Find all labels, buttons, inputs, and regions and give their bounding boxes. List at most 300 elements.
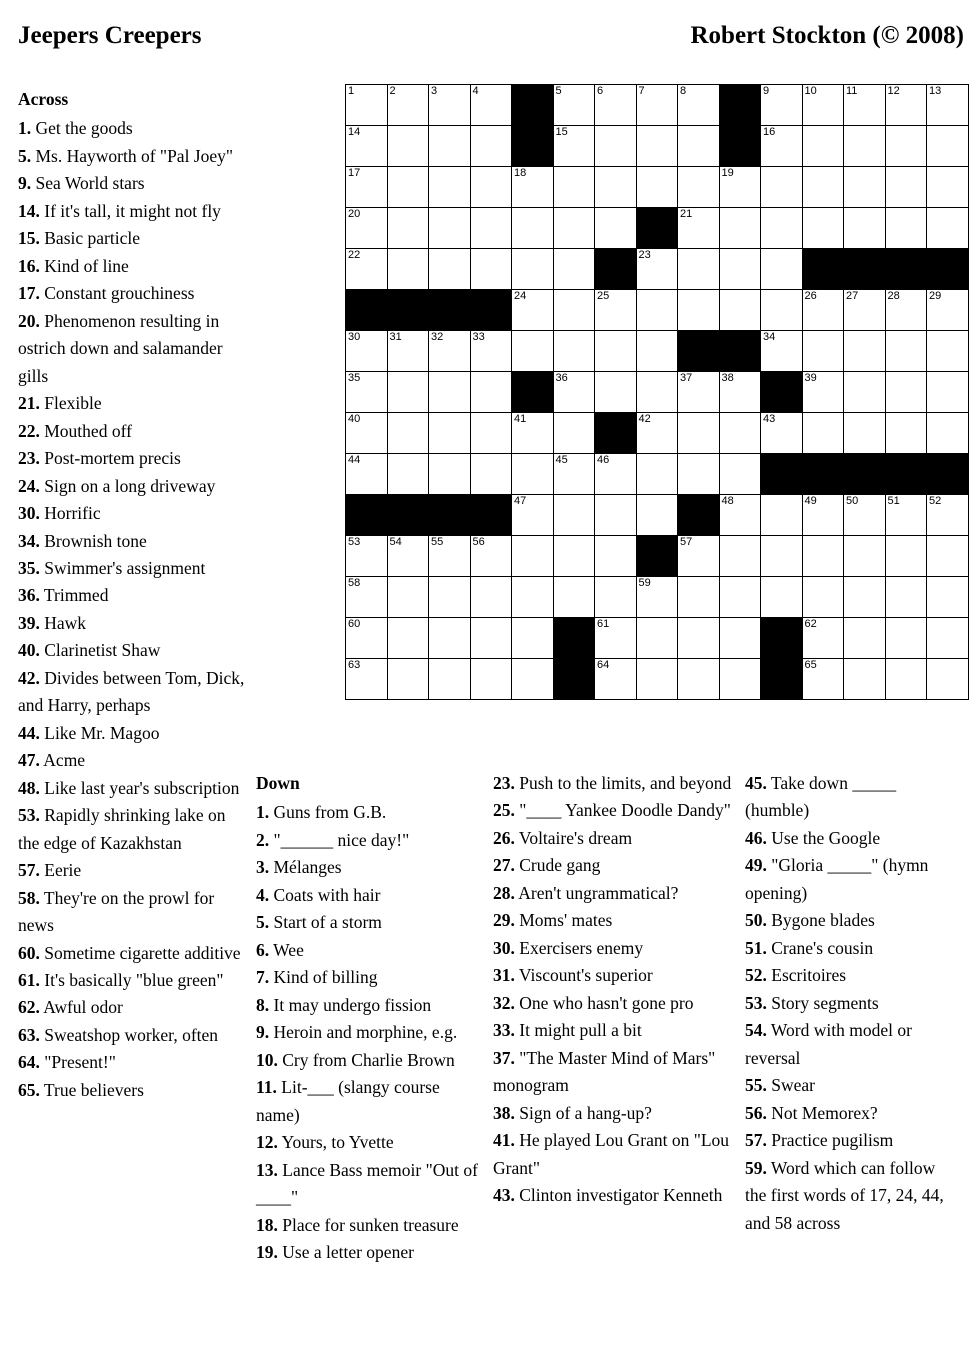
grid-cell[interactable]: [802, 208, 844, 249]
grid-cell[interactable]: [927, 659, 969, 700]
grid-cell[interactable]: [719, 618, 761, 659]
grid-cell[interactable]: [802, 167, 844, 208]
clue-text: Heroin and morphine, e.g.: [269, 1022, 458, 1043]
grid-cell[interactable]: [346, 618, 388, 659]
grid-block-cell: [470, 495, 512, 536]
grid-cell[interactable]: [927, 577, 969, 618]
grid-cell[interactable]: [761, 208, 803, 249]
grid-row: [346, 372, 969, 413]
grid-cell[interactable]: [802, 331, 844, 372]
grid-cell[interactable]: [719, 659, 761, 700]
grid-cell[interactable]: [719, 413, 761, 454]
grid-cell[interactable]: [429, 413, 471, 454]
grid-cell[interactable]: [470, 249, 512, 290]
grid-cell[interactable]: [512, 659, 554, 700]
clue-item: [493, 880, 737, 907]
grid-cell[interactable]: [595, 208, 637, 249]
grid-block-cell: [719, 331, 761, 372]
grid-cell[interactable]: [719, 249, 761, 290]
grid-cell[interactable]: [927, 290, 969, 331]
clue-number: 5.: [256, 912, 270, 933]
grid-cell-number: 32: [431, 331, 444, 343]
clue-text: Sign of a hang-up?: [514, 1102, 652, 1123]
grid-cell[interactable]: [346, 536, 388, 577]
grid-cell[interactable]: [761, 413, 803, 454]
page-header: [18, 22, 964, 50]
grid-cell[interactable]: [885, 495, 927, 536]
clue-text: Swear: [766, 1075, 815, 1096]
clue-text: Bygone blades: [766, 910, 875, 931]
grid-cell[interactable]: [636, 495, 678, 536]
clue-text: It may undergo fission: [269, 994, 432, 1015]
grid-cell[interactable]: [802, 577, 844, 618]
grid-cell[interactable]: [927, 331, 969, 372]
grid-cell[interactable]: [470, 372, 512, 413]
grid-block-cell: [844, 454, 886, 495]
clue-item: [18, 610, 246, 637]
clue-item: [18, 775, 246, 802]
grid-row: [346, 208, 969, 249]
grid-cell-number: 31: [389, 331, 402, 343]
grid-cell[interactable]: [885, 577, 927, 618]
grid-cell[interactable]: [719, 454, 761, 495]
grid-cell-number: 65: [804, 659, 817, 671]
grid-cell[interactable]: [595, 577, 637, 618]
grid-cell[interactable]: [470, 331, 512, 372]
grid-cell[interactable]: [595, 618, 637, 659]
grid-cell-number: 57: [680, 536, 693, 548]
grid-cell[interactable]: [636, 577, 678, 618]
grid-cell[interactable]: [553, 577, 595, 618]
grid-cell-number: 19: [721, 167, 734, 179]
down-clues-container-2: [493, 770, 737, 1210]
grid-cell[interactable]: [844, 536, 886, 577]
clue-text: Guns from G.B.: [269, 802, 387, 823]
grid-cell[interactable]: [512, 167, 554, 208]
grid-cell-number: 35: [348, 372, 361, 384]
clue-text: Clarinetist Shaw: [39, 640, 161, 661]
clue-number: 60.: [18, 942, 40, 963]
grid-cell[interactable]: [636, 413, 678, 454]
grid-cell[interactable]: [553, 454, 595, 495]
crossword-grid[interactable]: [345, 84, 969, 700]
grid-block-cell: [927, 249, 969, 290]
grid-cell-number: 34: [763, 331, 776, 343]
grid-cell[interactable]: [802, 126, 844, 167]
grid-cell[interactable]: [387, 372, 429, 413]
grid-cell[interactable]: [678, 618, 720, 659]
grid-cell[interactable]: [885, 208, 927, 249]
grid-cell[interactable]: [636, 126, 678, 167]
grid-cell[interactable]: [844, 331, 886, 372]
grid-cell[interactable]: [512, 454, 554, 495]
grid-cell[interactable]: [595, 167, 637, 208]
grid-cell[interactable]: [885, 290, 927, 331]
grid-cell[interactable]: [429, 577, 471, 618]
grid-cell[interactable]: [761, 249, 803, 290]
grid-cell[interactable]: [761, 126, 803, 167]
grid-cell[interactable]: [346, 577, 388, 618]
grid-cell[interactable]: [429, 167, 471, 208]
clue-text: Clinton investigator Kenneth: [514, 1185, 723, 1206]
grid-cell[interactable]: [636, 85, 678, 126]
grid-cell[interactable]: [387, 413, 429, 454]
grid-cell[interactable]: [885, 126, 927, 167]
grid-cell[interactable]: [802, 536, 844, 577]
grid-cell[interactable]: [429, 618, 471, 659]
grid-block-cell: [346, 495, 388, 536]
grid-cell[interactable]: [678, 454, 720, 495]
grid-cell[interactable]: [512, 536, 554, 577]
grid-cell[interactable]: [429, 208, 471, 249]
clue-number: 32.: [493, 992, 515, 1013]
grid-cell[interactable]: [719, 167, 761, 208]
grid-cell[interactable]: [387, 331, 429, 372]
grid-cell[interactable]: [636, 454, 678, 495]
grid-cell[interactable]: [844, 618, 886, 659]
grid-cell[interactable]: [927, 167, 969, 208]
grid-cell[interactable]: [678, 249, 720, 290]
grid-cell[interactable]: [802, 290, 844, 331]
grid-cell[interactable]: [719, 208, 761, 249]
grid-cell[interactable]: [761, 167, 803, 208]
grid-cell[interactable]: [387, 126, 429, 167]
grid-cell[interactable]: [553, 249, 595, 290]
clue-number: 58.: [18, 887, 40, 908]
grid-cell[interactable]: [761, 290, 803, 331]
grid-cell[interactable]: [346, 659, 388, 700]
grid-cell[interactable]: [595, 536, 637, 577]
grid-cell[interactable]: [678, 536, 720, 577]
grid-block-cell: [885, 454, 927, 495]
grid-cell[interactable]: [346, 167, 388, 208]
grid-cell[interactable]: [429, 249, 471, 290]
grid-cell-number: 3: [431, 85, 438, 97]
grid-cell[interactable]: [927, 618, 969, 659]
grid-cell-number: 24: [514, 290, 527, 302]
grid-cell[interactable]: [595, 290, 637, 331]
grid-cell-number: 47: [514, 495, 527, 507]
clue-number: 2.: [256, 829, 270, 850]
grid-cell[interactable]: [470, 167, 512, 208]
grid-row: [346, 618, 969, 659]
grid-cell[interactable]: [429, 659, 471, 700]
clue-number: 7.: [256, 967, 270, 988]
clue-item: [256, 1047, 485, 1074]
grid-cell[interactable]: [802, 659, 844, 700]
puzzle-title: Jeepers Creepers: [18, 22, 202, 49]
grid-cell-number: 23: [638, 249, 651, 261]
grid-cell[interactable]: [470, 536, 512, 577]
grid-cell[interactable]: [595, 126, 637, 167]
clue-item: [18, 280, 246, 307]
grid-cell[interactable]: [678, 290, 720, 331]
grid-cell-number: 50: [846, 495, 859, 507]
grid-cell[interactable]: [470, 126, 512, 167]
grid-cell-number: 18: [514, 167, 527, 179]
clue-number: 18.: [256, 1214, 278, 1235]
clue-number: 57.: [18, 860, 40, 881]
grid-cell[interactable]: [844, 167, 886, 208]
clue-item: [493, 797, 737, 824]
clue-item: [18, 308, 246, 390]
grid-cell[interactable]: [346, 85, 388, 126]
grid-cell[interactable]: [719, 577, 761, 618]
grid-cell[interactable]: [553, 372, 595, 413]
grid-cell[interactable]: [387, 659, 429, 700]
grid-cell[interactable]: [387, 208, 429, 249]
grid-cell[interactable]: [927, 85, 969, 126]
grid-cell[interactable]: [470, 413, 512, 454]
grid-cell[interactable]: [802, 413, 844, 454]
clue-item: [745, 852, 960, 907]
grid-cell[interactable]: [885, 167, 927, 208]
grid-cell[interactable]: [927, 372, 969, 413]
clue-item: [745, 907, 960, 934]
grid-cell[interactable]: [553, 536, 595, 577]
grid-cell[interactable]: [553, 126, 595, 167]
grid-cell[interactable]: [553, 290, 595, 331]
clue-item: [493, 825, 737, 852]
grid-block-cell: [927, 454, 969, 495]
grid-cell[interactable]: [844, 372, 886, 413]
clue-item: [18, 1077, 246, 1104]
clue-text: Flexible: [39, 393, 102, 414]
grid-cell[interactable]: [719, 290, 761, 331]
clue-item: [745, 770, 960, 825]
grid-cell[interactable]: [885, 618, 927, 659]
grid-cell[interactable]: [885, 413, 927, 454]
grid-cell[interactable]: [346, 413, 388, 454]
grid-cell[interactable]: [470, 618, 512, 659]
clue-item: [18, 582, 246, 609]
grid-cell[interactable]: [470, 85, 512, 126]
grid-cell[interactable]: [636, 331, 678, 372]
grid-cell[interactable]: [512, 413, 554, 454]
grid-cell[interactable]: [678, 372, 720, 413]
grid-cell[interactable]: [512, 290, 554, 331]
clue-number: 3.: [256, 857, 270, 878]
clue-number: 5.: [18, 145, 32, 166]
grid-cell[interactable]: [512, 249, 554, 290]
grid-cell[interactable]: [636, 372, 678, 413]
grid-cell-number: 8: [680, 85, 687, 97]
grid-cell[interactable]: [512, 208, 554, 249]
grid-cell[interactable]: [346, 372, 388, 413]
grid-cell[interactable]: [512, 618, 554, 659]
clue-number: 47.: [18, 750, 40, 771]
grid-cell[interactable]: [678, 126, 720, 167]
grid-cell[interactable]: [927, 536, 969, 577]
grid-cell[interactable]: [512, 495, 554, 536]
grid-cell[interactable]: [636, 249, 678, 290]
grid-cell[interactable]: [553, 167, 595, 208]
grid-block-cell: [636, 536, 678, 577]
grid-cell[interactable]: [844, 126, 886, 167]
grid-cell[interactable]: [346, 249, 388, 290]
grid-cell[interactable]: [387, 167, 429, 208]
grid-cell[interactable]: [678, 659, 720, 700]
grid-row: [346, 536, 969, 577]
grid-cell[interactable]: [553, 208, 595, 249]
grid-cell[interactable]: [470, 208, 512, 249]
clue-item: [18, 940, 246, 967]
grid-cell-number: 6: [597, 85, 604, 97]
clue-number: 9.: [256, 1022, 270, 1043]
grid-cell-number: 62: [804, 618, 817, 630]
grid-cell[interactable]: [678, 85, 720, 126]
grid-cell[interactable]: [844, 413, 886, 454]
clue-item: [18, 747, 246, 774]
clue-item: [493, 1045, 737, 1100]
grid-cell[interactable]: [802, 372, 844, 413]
grid-cell-number: 36: [555, 372, 568, 384]
grid-cell[interactable]: [844, 85, 886, 126]
clue-item: [18, 1022, 246, 1049]
grid-cell[interactable]: [761, 577, 803, 618]
grid-cell[interactable]: [636, 618, 678, 659]
clue-number: 15.: [18, 228, 40, 249]
grid-row: [346, 85, 969, 126]
grid-cell[interactable]: [470, 659, 512, 700]
grid-cell[interactable]: [387, 577, 429, 618]
grid-cell-number: 30: [348, 331, 361, 343]
clue-item: [745, 1100, 960, 1127]
grid-cell[interactable]: [595, 331, 637, 372]
grid-cell[interactable]: [678, 577, 720, 618]
grid-cell-number: 2: [389, 85, 396, 97]
grid-cell[interactable]: [802, 85, 844, 126]
grid-cell[interactable]: [844, 577, 886, 618]
grid-cell[interactable]: [553, 85, 595, 126]
clue-text: Post-mortem precis: [39, 448, 181, 469]
clue-number: 8.: [256, 994, 270, 1015]
grid-cell[interactable]: [636, 167, 678, 208]
grid-cell[interactable]: [512, 577, 554, 618]
grid-cell[interactable]: [387, 536, 429, 577]
grid-cell[interactable]: [595, 454, 637, 495]
clue-item: [18, 115, 246, 142]
grid-table[interactable]: [345, 84, 969, 700]
grid-cell-number: 5: [555, 85, 562, 97]
grid-cell[interactable]: [595, 85, 637, 126]
grid-cell[interactable]: [636, 290, 678, 331]
clue-text: "______ nice day!": [269, 829, 410, 850]
grid-cell[interactable]: [885, 331, 927, 372]
grid-cell[interactable]: [387, 249, 429, 290]
grid-cell[interactable]: [553, 413, 595, 454]
clue-text: Divides between Tom, Dick, and Harry, perhaps: [18, 667, 245, 716]
grid-cell[interactable]: [761, 495, 803, 536]
grid-cell[interactable]: [761, 331, 803, 372]
grid-cell[interactable]: [927, 208, 969, 249]
grid-cell[interactable]: [719, 495, 761, 536]
clue-text: Practice pugilism: [766, 1130, 894, 1151]
grid-cell[interactable]: [885, 372, 927, 413]
grid-cell[interactable]: [927, 495, 969, 536]
clue-number: 56.: [745, 1102, 767, 1123]
clue-text: Ms. Hayworth of "Pal Joey": [31, 145, 234, 166]
clue-item: [745, 825, 960, 852]
grid-cell[interactable]: [761, 536, 803, 577]
grid-cell[interactable]: [844, 290, 886, 331]
grid-cell[interactable]: [470, 454, 512, 495]
clue-text: Not Memorex?: [766, 1102, 878, 1123]
grid-cell[interactable]: [595, 372, 637, 413]
grid-cell[interactable]: [429, 126, 471, 167]
clue-number: 13.: [256, 1159, 278, 1180]
grid-cell[interactable]: [346, 208, 388, 249]
grid-cell[interactable]: [719, 372, 761, 413]
grid-cell[interactable]: [429, 372, 471, 413]
clue-item: [18, 528, 246, 555]
clue-item: [18, 994, 246, 1021]
grid-cell[interactable]: [387, 454, 429, 495]
grid-cell[interactable]: [678, 167, 720, 208]
grid-cell[interactable]: [553, 331, 595, 372]
clue-text: Eerie: [39, 860, 82, 881]
grid-cell[interactable]: [844, 659, 886, 700]
grid-cell[interactable]: [885, 659, 927, 700]
grid-cell-number: 12: [887, 85, 900, 97]
clue-text: Yours, to Yvette: [277, 1132, 394, 1153]
grid-cell[interactable]: [844, 495, 886, 536]
clue-text: Trimmed: [39, 585, 109, 606]
grid-cell[interactable]: [429, 454, 471, 495]
clue-text: Horrific: [39, 503, 101, 524]
grid-cell[interactable]: [844, 208, 886, 249]
grid-cell[interactable]: [346, 454, 388, 495]
grid-block-cell: [512, 85, 554, 126]
grid-cell[interactable]: [885, 85, 927, 126]
grid-cell[interactable]: [678, 413, 720, 454]
grid-cell[interactable]: [885, 536, 927, 577]
grid-cell[interactable]: [595, 659, 637, 700]
grid-cell[interactable]: [346, 331, 388, 372]
grid-cell[interactable]: [802, 618, 844, 659]
grid-cell[interactable]: [387, 85, 429, 126]
grid-cell-number: 44: [348, 454, 361, 466]
clue-text: Wee: [269, 939, 304, 960]
grid-cell[interactable]: [429, 331, 471, 372]
grid-cell[interactable]: [346, 126, 388, 167]
grid-cell[interactable]: [927, 126, 969, 167]
grid-cell[interactable]: [429, 85, 471, 126]
grid-cell[interactable]: [595, 495, 637, 536]
grid-cell[interactable]: [553, 495, 595, 536]
clue-item: [18, 473, 246, 500]
clue-item: [493, 1017, 737, 1044]
grid-cell[interactable]: [636, 659, 678, 700]
grid-cell[interactable]: [761, 85, 803, 126]
grid-cell[interactable]: [678, 208, 720, 249]
clue-number: 53.: [18, 805, 40, 826]
clue-text: Basic particle: [39, 228, 140, 249]
grid-cell-number: 25: [597, 290, 610, 302]
clue-number: 9.: [18, 173, 32, 194]
clue-number: 26.: [493, 827, 515, 848]
grid-cell[interactable]: [470, 577, 512, 618]
grid-cell[interactable]: [927, 413, 969, 454]
grid-cell[interactable]: [719, 536, 761, 577]
grid-cell[interactable]: [429, 536, 471, 577]
grid-row: [346, 495, 969, 536]
grid-cell[interactable]: [512, 331, 554, 372]
clue-number: 1.: [18, 118, 32, 139]
grid-cell[interactable]: [387, 618, 429, 659]
grid-cell[interactable]: [802, 495, 844, 536]
clue-number: 33.: [493, 1020, 515, 1041]
